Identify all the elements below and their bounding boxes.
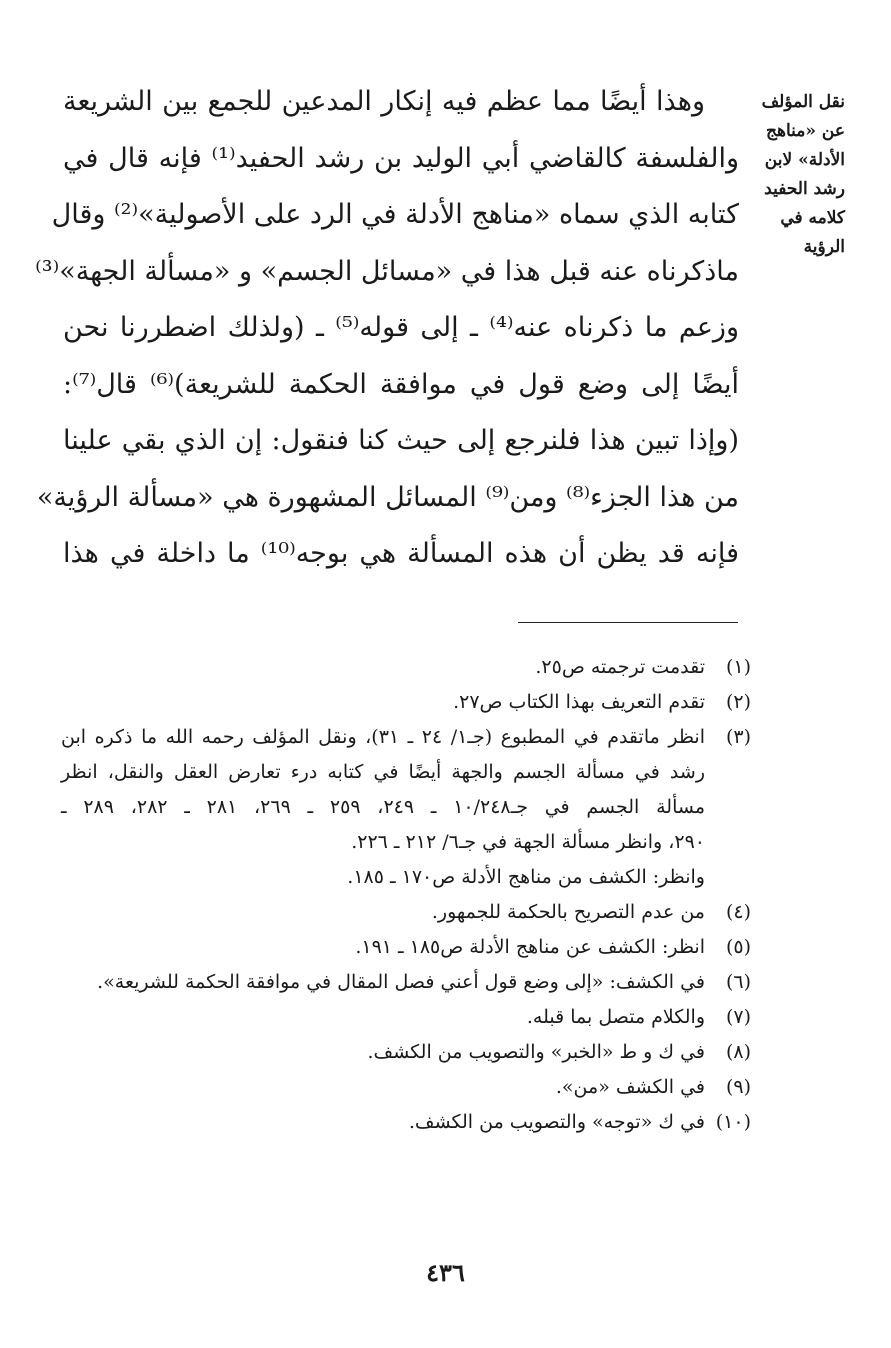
footnote-text	[61, 965, 705, 1000]
footnote-number: (٢)	[725, 691, 751, 713]
footnote-line: في ك و ط «الخبر» والتصويب من الكشف.	[367, 1041, 705, 1063]
footnote-number: (٤)	[725, 901, 751, 923]
footnote-line: في الكشف «من».	[555, 1076, 705, 1098]
margin-note-line: الأدلة» لابن	[764, 150, 845, 170]
footnote-7	[61, 1000, 751, 1035]
footnote-number: (٥)	[725, 936, 751, 958]
footnote-text	[61, 1070, 705, 1105]
main-text-line: وزعم ما ذكرناه عنه⁽⁴⁾ ـ إلى قوله⁽⁵⁾ ـ (ولذلك اضطررنا نحن	[63, 312, 740, 343]
main-text-line: من هذا الجزء⁽⁸⁾ ومن⁽⁹⁾ المسائل المشهورة هي «مسألة الرؤية»	[36, 481, 739, 513]
footnote-3	[61, 720, 751, 895]
main-text-line: ماذكرناه عنه قبل هذا في «مسائل الجسم» و «مسألة الجهة»⁽³⁾	[35, 255, 739, 287]
footnote-line: انظر: الكشف عن مناهج الأدلة ص١٨٥ ـ ١٩١.	[355, 936, 705, 958]
footnote-separator	[518, 622, 738, 623]
footnote-text	[61, 720, 705, 895]
footnote-text	[61, 650, 705, 685]
footnote-number: (٧)	[725, 1006, 751, 1028]
footnote-6	[61, 965, 751, 1000]
footnote-5	[61, 930, 751, 965]
footnote-4	[61, 895, 751, 930]
main-text-line: وهذا أيضًا مما عظم فيه إنكار المدعين للجمع بين الشريعة	[63, 86, 705, 117]
footnote-number: (٩)	[725, 1076, 751, 1098]
footnote-9	[61, 1070, 751, 1105]
footnote-number: (١٠)	[715, 1111, 751, 1133]
footnote-line: في ك «توجه» والتصويب من الكشف.	[408, 1111, 705, 1133]
main-text-line: فإنه قد يظن أن هذه المسألة هي بوجه⁽¹⁰⁾ ما داخلة في هذا	[63, 538, 739, 569]
page-number: ٤٣٦	[426, 1258, 465, 1287]
margin-note-line: كلامه في	[780, 208, 845, 228]
main-text	[35, 74, 740, 583]
margin-note-line: نقل المؤلف	[761, 92, 845, 112]
margin-note-line: الرؤية	[803, 237, 845, 257]
footnote-text	[61, 930, 705, 965]
footnote-8	[61, 1035, 751, 1070]
margin-note-line: عن «مناهج	[766, 121, 845, 141]
footnote-number: (٣)	[725, 726, 751, 748]
footnote-line: وانظر: الكشف من مناهج الأدلة ص١٧٠ ـ ١٨٥.	[347, 866, 705, 888]
footnote-line: انظر ماتقدم في المطبوع (جـ١/ ٢٤ ـ ٣١)، ونقل المؤلف رحمه الله ما ذكره ابن	[61, 726, 705, 748]
margin-note-line: رشد الحفيد	[764, 179, 845, 199]
footnote-line: مسألة الجسم في جـ١٠/٢٤٨ ـ ٢٤٩، ٢٥٩ ـ ٢٦٩، ٢٨١ ـ ٢٨٢، ٢٨٩ ـ	[61, 796, 705, 818]
footnote-line: رشد في مسألة الجسم والجهة أيضًا في كتابه درء تعارض العقل والنقل، انظر	[61, 761, 705, 783]
main-text-line: أيضًا إلى وضع قول في موافقة الحكمة للشريعة)⁽⁶⁾ قال⁽⁷⁾:	[63, 368, 739, 400]
footnote-text	[61, 685, 705, 720]
footnote-number: (٨)	[725, 1041, 751, 1063]
footnote-number: (٦)	[725, 971, 751, 993]
footnote-text	[61, 895, 705, 930]
footnote-text	[61, 1105, 705, 1140]
footnote-line: والكلام متصل بما قبله.	[526, 1006, 705, 1028]
footnote-line: في الكشف: «إلى وضع قول أعني فصل المقال في موافقة الحكمة للشريعة».	[97, 971, 705, 993]
main-text-line: كتابه الذي سماه «مناهج الأدلة في الرد على الأصولية»⁽²⁾ وقال	[51, 199, 739, 230]
main-text-line: (وإذا تبين هذا فلنرجع إلى حيث كنا فنقول: إن الذي بقي علينا	[63, 425, 739, 456]
footnote-number: (١)	[725, 656, 751, 678]
footnote-text	[61, 1000, 705, 1035]
footnote-line: من عدم التصريح بالحكمة للجمهور.	[431, 901, 705, 923]
footnotes	[61, 650, 751, 1140]
main-text-line: والفلسفة كالقاضي أبي الوليد بن رشد الحفيد⁽¹⁾ فإنه قال في	[63, 142, 739, 174]
footnote-10	[61, 1105, 751, 1140]
footnote-line: تقدم التعريف بهذا الكتاب ص٢٧.	[453, 691, 705, 713]
footnote-line: تقدمت ترجمته ص٢٥.	[535, 656, 705, 678]
margin-note	[741, 88, 845, 262]
footnote-line: ٢٩٠، وانظر مسألة الجهة في جـ٦/ ٢١٢ ـ ٢٢٦.	[351, 831, 705, 853]
footnote-text	[61, 1035, 705, 1070]
footnote-2	[61, 685, 751, 720]
footnote-1	[61, 650, 751, 685]
